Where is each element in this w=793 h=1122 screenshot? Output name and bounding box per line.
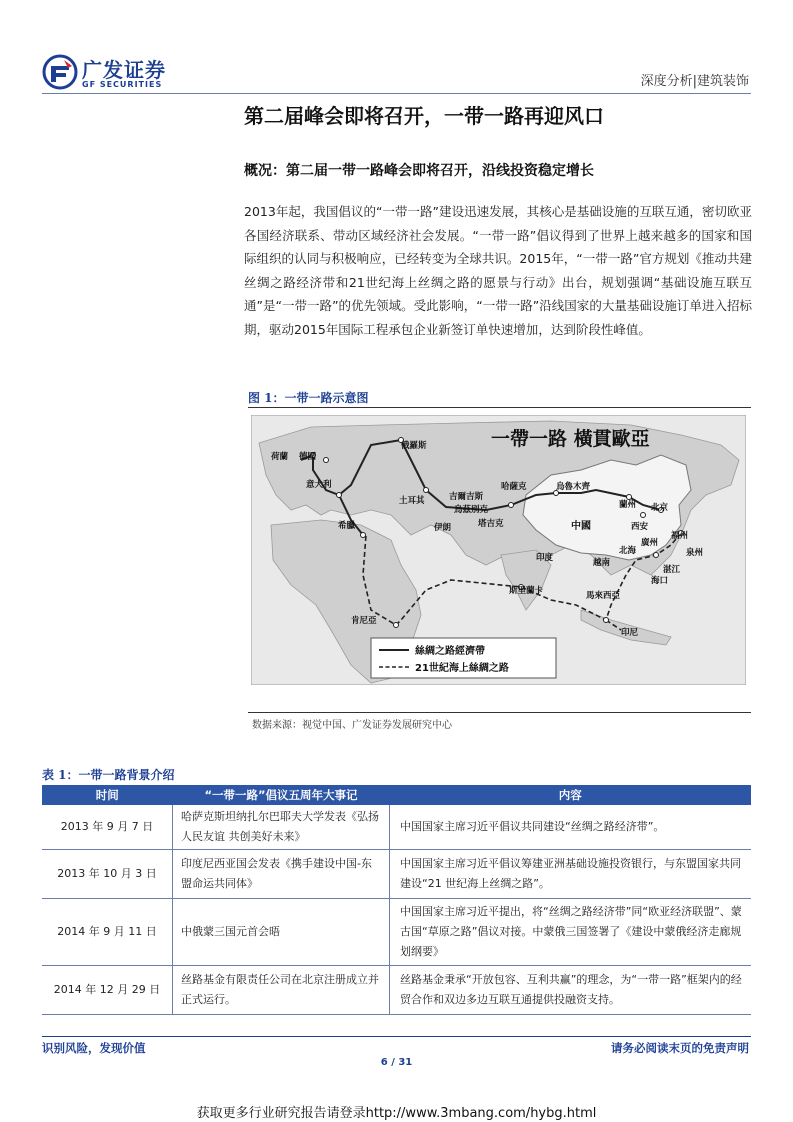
- table-cell-date: 2013 年 9 月 7 日: [42, 805, 173, 850]
- map-heading: 一帶一路 橫貫歐亞: [491, 428, 650, 450]
- map-point-kenya: [394, 623, 399, 628]
- figure-title: 图 1：一带一路示意图: [248, 391, 369, 405]
- map-point-indonesia: [604, 618, 609, 623]
- map-label-germany: 德國: [299, 452, 317, 462]
- table-cell-content: 中国国家主席习近平提出，将“丝绸之路经济带”同“欧亚经济联盟”、蒙古国“草原之路”倡议对接。中蒙俄三国签署了《建设中蒙俄经济走廊规划纲要》: [390, 899, 752, 966]
- map-label-lanzhou: 蘭州: [619, 500, 637, 510]
- table-cell-date: 2013 年 10 月 3 日: [42, 850, 173, 899]
- page-number: 6 / 31: [380, 1057, 413, 1068]
- map-legend: [371, 638, 556, 678]
- map-label-xian: 西安: [631, 522, 649, 532]
- map-point-lanzhou: [627, 495, 632, 500]
- table-cell-date: 2014 年 12 月 29 日: [42, 966, 173, 1015]
- table-header-event: “一带一路”倡议五周年大事记: [173, 785, 390, 805]
- legend-label-road: 21世紀海上絲綢之路: [415, 663, 509, 674]
- logo-text-en: GF SECURITIES: [82, 80, 163, 89]
- map-label-urumqi: 烏魯木齊: [556, 482, 591, 492]
- table-title: 表 1：一带一路背景介绍: [42, 768, 175, 782]
- table-row: [42, 966, 751, 1015]
- map-label-india: 印度: [536, 553, 554, 563]
- footer-divider: [42, 1036, 751, 1037]
- table-row: [42, 899, 751, 966]
- map-label-uzbekistan: 烏茲別克: [454, 505, 489, 515]
- footer-slogan: 识别风险，发现价值: [42, 1041, 146, 1055]
- figure-bottom-rule: [248, 712, 751, 713]
- map-label-haikou: 海口: [651, 576, 669, 586]
- map-point-italy: [337, 493, 342, 498]
- map-label-netherlands: 荷蘭: [271, 452, 289, 462]
- gf-logo-icon: [42, 54, 78, 90]
- table-row: [42, 850, 751, 899]
- map-label-russia: 俄羅斯: [401, 441, 427, 451]
- download-notice[interactable]: 获取更多行业研究报告请登录http://www.3mbang.com/hybg.html: [196, 1106, 597, 1121]
- map-label-fuzhou: 福州: [671, 531, 689, 541]
- report-category: 深度分析|建筑装饰: [640, 74, 749, 89]
- map-point-kazakhstan: [509, 503, 514, 508]
- map-label-quanzhou: 泉州: [686, 548, 704, 558]
- table-cell-date: 2014 年 9 月 11 日: [42, 899, 173, 966]
- table-cell-content: 中国国家主席习近平倡议共同建设“丝绸之路经济带”。: [390, 805, 752, 850]
- map-label-beihai: 北海: [619, 546, 637, 556]
- map-point-greece: [361, 533, 366, 538]
- map-point-turkey: [424, 488, 429, 493]
- map-label-china: 中國: [571, 521, 591, 532]
- footer-disclaimer-link[interactable]: 请务必阅读末页的免责声明: [611, 1041, 749, 1055]
- page-title: 第二届峰会即将召开，一带一路再迎风口: [244, 104, 604, 128]
- figure-source: 数据来源：视觉中国、广发证券发展研究中心: [252, 720, 452, 731]
- map-label-beijing: 北京: [651, 503, 669, 513]
- map-label-tajikistan: 塔吉克: [478, 519, 504, 529]
- map-label-italy: 意大利: [306, 480, 332, 490]
- table-cell-event: 哈萨克斯坦纳扎尔巴耶夫大学发表《弘扬人民友谊 共创美好未来》: [173, 805, 390, 850]
- map-label-kazakhstan: 哈薩克: [501, 482, 527, 492]
- table-header-date: 时间: [42, 785, 173, 805]
- map-label-iran: 伊朗: [434, 523, 452, 533]
- map-label-zhanjiang: 湛江: [663, 565, 681, 575]
- table-cell-event: 中俄蒙三国元首会晤: [173, 899, 390, 966]
- table-header-row: [42, 785, 751, 805]
- map-label-kyrgyzstan: 吉爾吉斯: [449, 492, 484, 502]
- map-label-malaysia: 馬來西亞: [586, 591, 621, 601]
- table-cell-event: 印度尼西亚国会发表《携手建设中国-东盟命运共同体》: [173, 850, 390, 899]
- map-label-turkey: 土耳其: [399, 496, 425, 506]
- map-label-kenya: 肯尼亞: [351, 616, 377, 626]
- map-point-germany: [324, 458, 329, 463]
- company-logo: [42, 52, 182, 96]
- body-paragraph: 2013年起，我国倡议的“一带一路”建设迅速发展，其核心是基础设施的互联互通，密切欧亚各国经济联系、带动区域经济社会发展。“一带一路”倡议得到了世界上越来越多的国家和国际组织的认同与积极响应，已经转变为全球共识。2015年，“一带一路”官方规划《推动共建丝绸之路经济带和21世纪海上丝绸之路的愿景与行动》出台，规划强调“基础设施互联互通”是“一带一路”的优先领域。受此影响，“一带一路”沿线国家的大量基础设施订单进入招标期，驱动2015年国际工程承包企业新签订单快速增加，达到阶段性峰值。: [244, 204, 752, 337]
- map-label-indonesia: 印尼: [621, 628, 639, 638]
- table-cell-event: 丝路基金有限责任公司在北京注册成立并正式运行。: [173, 966, 390, 1015]
- map-label-srilanka: 斯里蘭卡: [509, 586, 544, 596]
- logo-text-cn: 广发证券: [82, 58, 166, 82]
- map-label-greece: 希臘: [338, 521, 356, 531]
- belt-road-map: [251, 415, 746, 685]
- background-table: [42, 785, 751, 1015]
- legend-label-belt: 絲綢之路經濟帶: [415, 646, 485, 657]
- table-header-content: 内容: [390, 785, 752, 805]
- table-cell-content: 中国国家主席习近平倡议筹建亚洲基础设施投资银行，与东盟国家共同建设“21 世纪海上丝绸之路”。: [390, 850, 752, 899]
- map-label-guangzhou: 廣州: [641, 538, 659, 548]
- map-point-haikou: [654, 553, 659, 558]
- map-point-xian: [641, 513, 646, 518]
- table-cell-content: 丝路基金秉承“开放包容、互利共赢”的理念，为“一带一路”框架内的经贸合作和双边多边互联互通提供投融资支持。: [390, 966, 752, 1015]
- section-title: 概况：第二届一带一路峰会即将召开，沿线投资稳定增长: [244, 163, 594, 179]
- map-label-vietnam: 越南: [593, 558, 611, 568]
- figure-top-rule: [248, 407, 751, 408]
- table-row: [42, 805, 751, 850]
- header-divider: [42, 93, 751, 94]
